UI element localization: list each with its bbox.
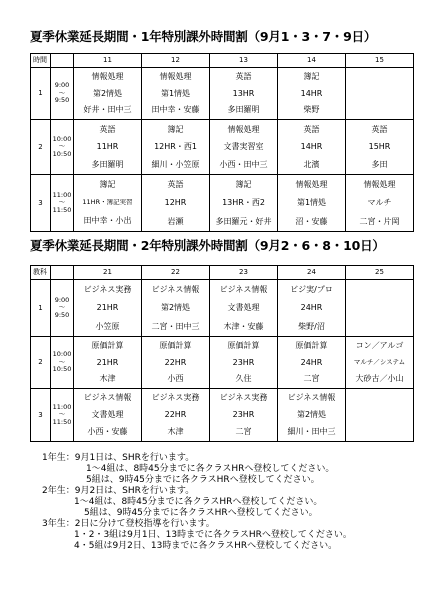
class-cell <box>142 280 210 337</box>
period-time <box>51 68 74 120</box>
corner-label: 教科 <box>31 266 51 280</box>
table-row <box>31 68 414 120</box>
room-label: 24HR <box>300 303 323 313</box>
teacher-label: 木津・安藤 <box>223 321 264 331</box>
subject-label: 英語 <box>303 124 320 134</box>
table-row <box>31 175 414 232</box>
class-cell <box>346 337 414 389</box>
teacher-label: 多田羅明 <box>91 159 124 169</box>
note-line: 1～4組は、8時45分までに各クラスHRへ登校してください。 <box>86 464 335 474</box>
time-text: 9:50 <box>54 311 70 319</box>
time-text: 10:50 <box>52 150 72 158</box>
room-label: 22HR <box>164 410 187 420</box>
note-line: 4・5組は9月2日、13時までに各クラスHRへ登校してください。 <box>74 541 338 551</box>
teacher-label: 二宮 <box>303 374 320 384</box>
subject-label: 簿記 <box>167 124 184 134</box>
room-label: 文書処理 <box>227 303 260 313</box>
class-cell <box>142 389 210 442</box>
subject-label: 原価計算 <box>91 341 124 351</box>
teacher-label: 多田羅明 <box>227 105 260 115</box>
time-text: 10:50 <box>52 366 72 374</box>
teacher-label: 北濱 <box>303 159 320 169</box>
room-label: 13HR <box>232 88 255 98</box>
subject-label: 英語 <box>371 124 388 134</box>
subject-label: ビジネス情報 <box>219 284 268 294</box>
class-cell <box>346 175 414 232</box>
class-cell <box>74 280 142 337</box>
class-cell <box>278 389 346 442</box>
time-header-blank <box>51 54 74 68</box>
room-label: 15HR <box>368 142 391 152</box>
subject-label: 簿記 <box>303 72 320 82</box>
subject-label: 情報処理 <box>295 179 328 189</box>
room-label: 23HR <box>232 410 255 420</box>
subject-label: 簿記 <box>99 180 116 190</box>
time-text: 10:00 <box>52 351 72 359</box>
room-label: 14HR <box>300 88 323 98</box>
class-cell <box>142 120 210 175</box>
teacher-label: 久住 <box>235 374 252 384</box>
room-label: 第2情処 <box>296 410 327 420</box>
note-line: 5組は、9時45分までに各クラスHRへ登校してください。 <box>84 508 318 518</box>
subject-label: ビジネス情報 <box>83 393 132 403</box>
teacher-label: 多田 <box>371 159 388 169</box>
class-cell <box>210 120 278 175</box>
class-cell <box>74 337 142 389</box>
class-cell <box>210 280 278 337</box>
class-cell <box>278 68 346 120</box>
teacher-label: 二宮 <box>235 427 252 437</box>
subject-label: 情報処理 <box>91 72 124 82</box>
note-line: 1年生：9月1日は、SHRを行います。 <box>42 453 195 463</box>
class-column-header: 12 <box>142 54 210 68</box>
class-cell <box>346 280 414 337</box>
class-cell <box>278 337 346 389</box>
room-label: 22HR <box>164 357 187 367</box>
room-label: 12HR <box>164 198 187 208</box>
room-label: 21HR <box>96 357 119 367</box>
time-text: ～ <box>58 304 66 312</box>
teacher-label: 大砂古／小山 <box>355 374 404 384</box>
class-cell <box>210 175 278 232</box>
note-line: 3年生：2日に分けて登校指導を行います。 <box>42 519 215 529</box>
room-label: 11HR・簿記実習 <box>82 199 133 207</box>
subject-label: 原価計算 <box>159 341 192 351</box>
period-number: 2 <box>31 337 51 389</box>
subject-label: 英語 <box>167 179 184 189</box>
table-row <box>31 120 414 175</box>
class-column-header: 11 <box>74 54 142 68</box>
subject-label: ビジ実/プロ <box>290 284 333 294</box>
teacher-label: 田中幸・安藤 <box>151 105 200 115</box>
room-label: 文書実習室 <box>223 142 264 152</box>
subject-label: 英語 <box>99 124 116 134</box>
period-number: 3 <box>31 175 51 232</box>
class-column-header: 13 <box>210 54 278 68</box>
note-line: 1～4組は、8時45分までに各クラスHRへ登校してください。 <box>74 497 323 507</box>
teacher-label: 小西・田中三 <box>219 159 268 169</box>
room-label: 21HR <box>96 303 119 313</box>
class-cell <box>74 68 142 120</box>
teacher-label: 多田羅元・好井 <box>215 216 272 226</box>
class-column-header: 14 <box>278 54 346 68</box>
subject-label: ビジネス実務 <box>151 393 200 403</box>
time-text: 11:00 <box>52 403 72 411</box>
subject-label: ビジネス実務 <box>219 393 268 403</box>
teacher-label: 柴野 <box>303 105 320 115</box>
class-cell <box>210 337 278 389</box>
class-cell <box>142 68 210 120</box>
room-label: 23HR <box>232 357 255 367</box>
room-label: 第1情処 <box>296 198 327 208</box>
teacher-label: 細川・小笠原 <box>151 159 200 169</box>
period-number: 1 <box>31 68 51 120</box>
time-text: ～ <box>58 358 66 366</box>
room-label: 12HR・西1 <box>154 142 197 152</box>
grade1-schedule-title: 夏季休業延長期間・1年特別課外時間割（9月1・3・7・9日） <box>30 29 377 44</box>
subject-label: 英語 <box>235 72 252 82</box>
teacher-label: 木津 <box>167 427 184 437</box>
table-row <box>31 337 414 389</box>
class-cell <box>278 120 346 175</box>
period-number: 3 <box>31 389 51 442</box>
teacher-label: 木津 <box>99 374 116 384</box>
class-cell <box>142 175 210 232</box>
class-cell <box>210 389 278 442</box>
room-label: 第1情処 <box>160 88 191 98</box>
time-text: ～ <box>58 143 66 151</box>
teacher-label: 小西 <box>167 374 184 384</box>
class-cell <box>346 389 414 442</box>
subject-label: 情報処理 <box>159 72 192 82</box>
time-text: 9:00 <box>54 296 70 304</box>
time-text: 9:50 <box>54 97 70 105</box>
time-header-blank <box>51 266 74 280</box>
time-text: ～ <box>58 411 66 419</box>
teacher-label: 二宮・田中三 <box>151 321 200 331</box>
class-cell <box>142 337 210 389</box>
class-column-header: 23 <box>210 266 278 280</box>
subject-label: ビジネス実務 <box>83 284 132 294</box>
note-line: 1・2・3組は9月1日、13時までに各クラスHRへ登校してください。 <box>74 530 352 540</box>
class-cell <box>346 68 414 120</box>
table-row <box>31 389 414 442</box>
grade2-schedule-title: 夏季休業延長期間・2年特別課外時間割（9月2・6・8・10日） <box>30 238 385 253</box>
period-time <box>51 175 74 232</box>
period-time <box>51 389 74 442</box>
table-header-row <box>31 266 414 280</box>
period-time <box>51 120 74 175</box>
time-text: 11:50 <box>52 206 72 214</box>
class-column-header: 22 <box>142 266 210 280</box>
subject-label: 原価計算 <box>227 341 260 351</box>
room-label: 文書処理 <box>91 410 124 420</box>
subject-label: 情報処理 <box>363 179 396 189</box>
teacher-label: 柴野/沼 <box>298 321 325 331</box>
class-column-header: 25 <box>346 266 414 280</box>
time-text: 11:50 <box>52 418 72 426</box>
teacher-label: 二宮・片岡 <box>359 216 400 226</box>
corner-label: 時間 <box>31 54 51 68</box>
subject-label: ビジネス情報 <box>287 393 336 403</box>
teacher-label: 小笠原 <box>95 321 120 331</box>
class-cell <box>74 389 142 442</box>
room-label: 13HR・西2 <box>222 198 265 208</box>
note-line: 5組は、9時45分までに各クラスHRへ登校してください。 <box>86 475 320 485</box>
time-text: ～ <box>58 199 66 207</box>
class-column-header: 24 <box>278 266 346 280</box>
class-cell <box>346 120 414 175</box>
class-column-header: 21 <box>74 266 142 280</box>
teacher-label: 好井・田中三 <box>83 105 132 115</box>
room-label: 第2情処 <box>160 303 191 313</box>
teacher-label: 細川・田中三 <box>287 427 336 437</box>
class-column-header: 15 <box>346 54 414 68</box>
room-label: マルチ／システム <box>353 358 406 366</box>
table-header-row <box>31 54 414 68</box>
class-cell <box>278 280 346 337</box>
period-time <box>51 337 74 389</box>
room-label: 14HR <box>300 142 323 152</box>
time-text: 10:00 <box>52 135 72 143</box>
subject-label: 情報処理 <box>227 124 260 134</box>
period-number: 1 <box>31 280 51 337</box>
subject-label: コン／アルゴ <box>355 341 404 351</box>
class-cell <box>74 175 142 232</box>
period-time <box>51 280 74 337</box>
note-line: 2年生：9月2日は、SHRを行います。 <box>42 486 195 496</box>
table-row <box>31 280 414 337</box>
class-cell <box>74 120 142 175</box>
room-label: 11HR <box>96 142 119 152</box>
subject-label: ビジネス情報 <box>151 284 200 294</box>
subject-label: 原価計算 <box>295 341 328 351</box>
period-number: 2 <box>31 120 51 175</box>
time-text: 11:00 <box>52 191 72 199</box>
room-label: 24HR <box>300 357 323 367</box>
notes-section <box>42 453 414 552</box>
grade1-schedule-table <box>30 53 414 232</box>
teacher-label: 田中幸・小出 <box>83 216 132 226</box>
teacher-label: 沼・安藤 <box>295 216 328 226</box>
teacher-label: 小西・安藤 <box>87 427 128 437</box>
room-label: 第2情処 <box>92 88 123 98</box>
time-text: ～ <box>58 89 66 97</box>
time-text: 9:00 <box>54 82 70 90</box>
room-label: マルチ <box>367 198 392 208</box>
grade2-schedule-table <box>30 265 414 442</box>
teacher-label: 岩瀬 <box>167 216 184 226</box>
subject-label: 簿記 <box>235 179 252 189</box>
class-cell <box>278 175 346 232</box>
class-cell <box>210 68 278 120</box>
